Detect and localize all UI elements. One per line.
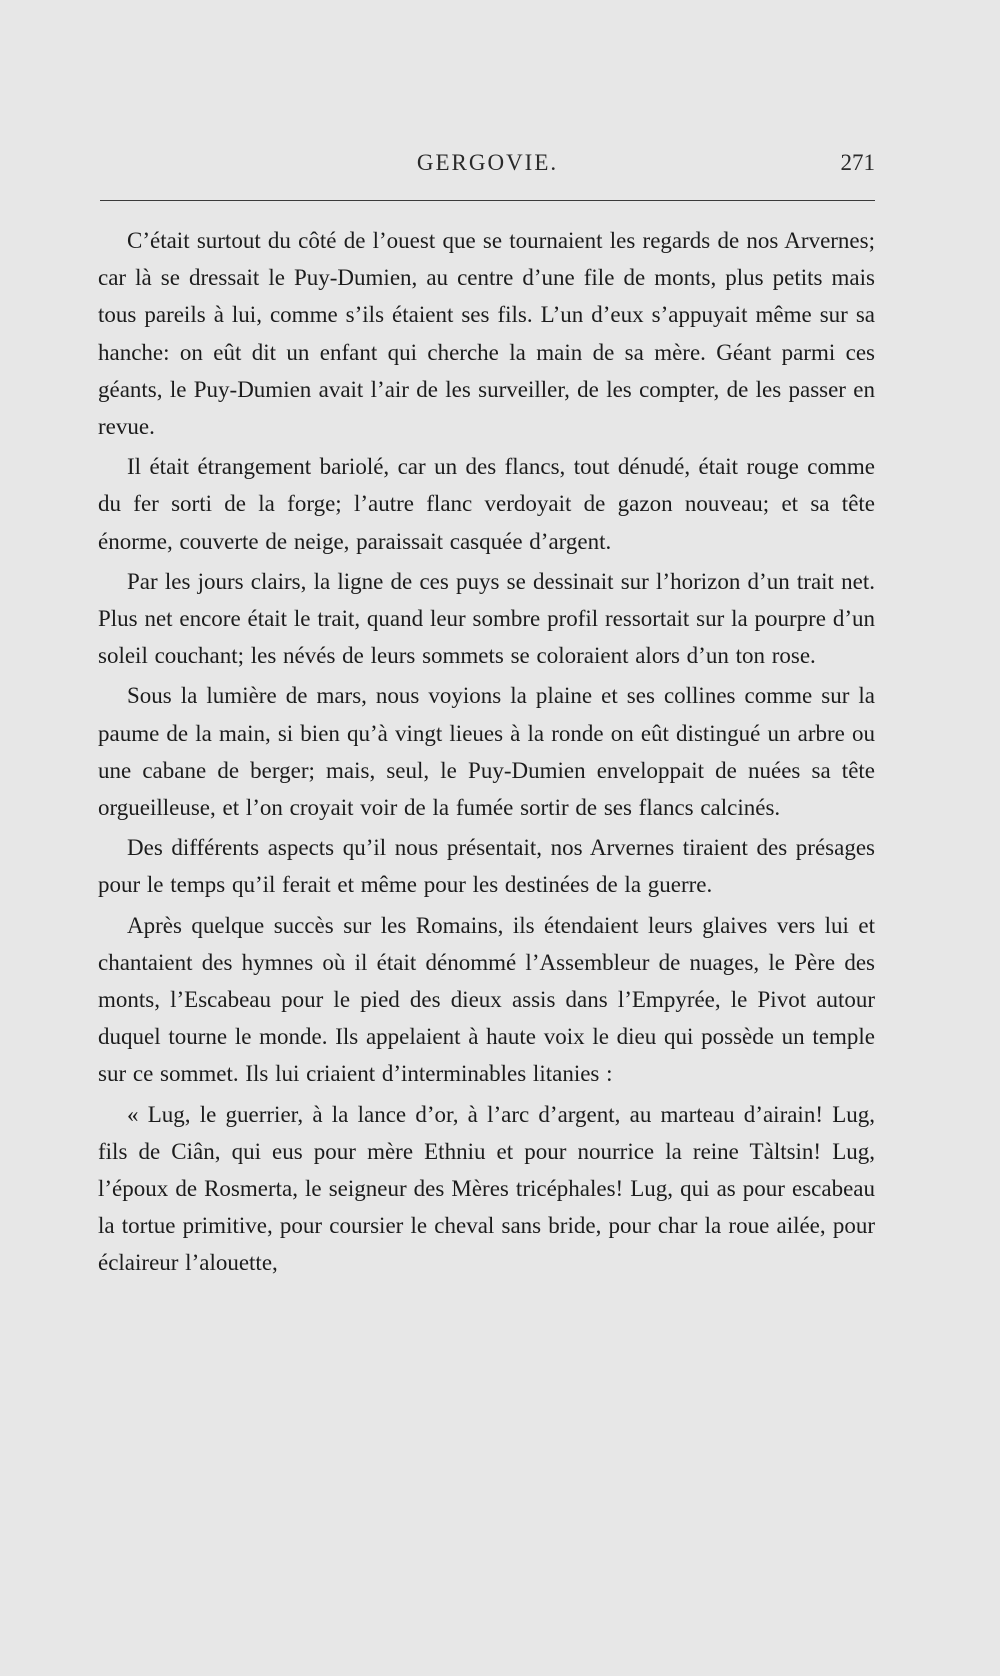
body-text [98, 222, 875, 1285]
paragraph: Des différents aspects qu’il nous présentait, nos Arvernes tiraient des présages pour le temps qu’il ferait et même pour les destinées de la guerre. [98, 835, 875, 898]
paragraph: Par les jours clairs, la ligne de ces puys se dessinait sur l’horizon d’un trait net. Plus net encore était le trait, quand leur sombre profil ressortait sur la pourpre d’un soleil couchant; les névés de leurs sommets se coloraient alors d’un ton rose. [98, 568, 875, 669]
running-head [100, 150, 875, 182]
running-title: GERGOVIE. [416, 150, 559, 175]
paragraph: C’était surtout du côté de l’ouest que se tournaient les regards de nos Arvernes; car là se dressait le Puy-Dumien, au centre d’une file de monts, plus petits mais tous pareils à lui, comme s’ils étaient ses fils. L’un d’eux s’appuyait même sur sa hanche: on eût dit un enfant qui cherche la main de sa mère. Géant parmi ces géants, le Puy-Dumien avait l’air de les surveiller, de les compter, de les passer en revue. [98, 228, 875, 440]
page-number: 271 [840, 150, 875, 175]
paragraph: Il était étrangement bariolé, car un des flancs, tout dénudé, était rouge comme du fer sorti de la forge; l’autre flanc verdoyait de gazon nouveau; et sa tête énorme, couverte de neige, paraissait casquée d’argent. [98, 454, 875, 554]
header-rule [100, 200, 875, 201]
paragraph: Sous la lumière de mars, nous voyions la plaine et ses collines comme sur la paume de la main, si bien qu’à vingt lieues à la ronde on eût distingué un arbre ou une cabane de berger; mais, seul, le Puy-Dumien enveloppait de nuées sa tête orgueilleuse, et l’on croyait voir de la fumée sortir de ses flancs calcinés. [98, 683, 875, 821]
paragraph: « Lug, le guerrier, à la lance d’or, à l’arc d’argent, au marteau d’airain! Lug, fils de Ciân, qui eus pour mère Ethniu et pour nourrice la reine Tàltsin! Lug, l’époux de Rosmerta, le seigneur des Mères tricéphales! Lug, qui as pour escabeau la tortue primitive, pour coursier le cheval sans bride, pour char la roue ailée, pour éclaireur l’alouette, [98, 1101, 875, 1276]
paragraph: Après quelque succès sur les Romains, ils étendaient leurs glaives vers lui et chantaient des hymnes où il était dénommé l’Assembleur de nuages, le Père des monts, l’Escabeau pour le pied des dieux assis dans l’Empyrée, le Pivot autour duquel tourne le monde. Ils appelaient à haute voix le dieu qui possède un temple sur ce sommet. Ils lui criaient d’interminables litanies : [98, 912, 875, 1087]
